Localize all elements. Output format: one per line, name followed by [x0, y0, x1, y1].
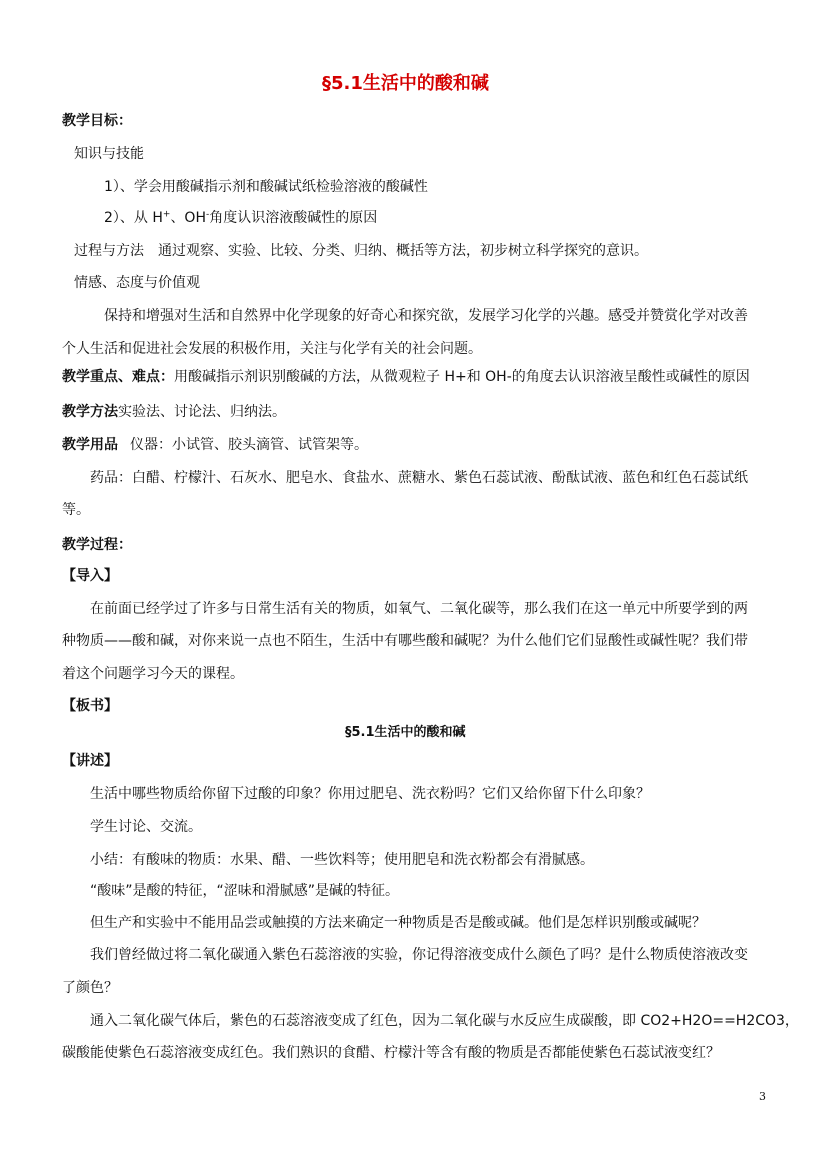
- lecture-line-8: 通入二氧化碳气体后，紫色的石蕊溶液变成了红色，因为二氧化碳与水反应生成碳酸，即 CO2+H2O==H2CO3，: [90, 1013, 799, 1029]
- page-title: §5.1生活中的酸和碱: [322, 73, 489, 94]
- k2-suffix: 角度认识溶液酸碱性的原因: [209, 210, 378, 226]
- key-points-label: 教学重点、难点：: [62, 369, 174, 385]
- k2-sup-plus: +: [162, 209, 171, 220]
- supplies-line: [62, 436, 368, 454]
- knowledge-item-2: [104, 209, 377, 227]
- process-heading: 教学过程：: [62, 537, 132, 553]
- drugs-line-2: 等。: [62, 502, 90, 518]
- supplies-text: 仪器：小试管、胶头滴管、试管架等。: [130, 437, 368, 453]
- knowledge-item-1: 1）、学会用酸碱指示剂和酸碱试纸检验溶液的酸碱性: [104, 179, 428, 195]
- key-points-text: 用酸碱指示剂识别酸碱的方法，从微观粒子 H+和 OH-的角度去认识溶液呈酸性或碱性的原因: [174, 369, 750, 385]
- lecture-line-4: “酸味”是酸的特征，“涩味和滑腻感”是碱的特征。: [90, 883, 400, 899]
- supplies-label: 教学用品: [62, 437, 118, 453]
- key-points-line: [62, 368, 750, 386]
- method-text: 实验法、讨论法、归纳法。: [118, 404, 286, 420]
- lecture-line-3: 小结：有酸味的物质：水果、醋、一些饮料等；使用肥皂和洗衣粉都会有滑腻感。: [90, 852, 594, 868]
- lecture-line-5: 但生产和实验中不能用品尝或触摸的方法来确定一种物质是否是酸或碱。他们是怎样识别酸或碱呢？: [90, 915, 706, 931]
- lecture-line-6: 我们曾经做过将二氧化碳通入紫色石蕊溶液的实验，你记得溶液变成什么颜色了吗？是什么物质使溶液改变: [90, 947, 748, 963]
- process-text: 通过观察、实验、比较、分类、归纳、概括等方法，初步树立科学探究的意识。: [158, 243, 648, 259]
- process-label: 过程与方法: [74, 243, 144, 259]
- intro-heading: 【导入】: [62, 568, 118, 584]
- lecture-line-2: 学生讨论、交流。: [90, 819, 202, 835]
- k2-prefix: 2）、从 H: [104, 210, 163, 226]
- method-line: [62, 403, 286, 421]
- board-title: §5.1生活中的酸和碱: [345, 725, 466, 740]
- lecture-line-7: 了颜色？: [62, 980, 118, 996]
- intro-line-1: 在前面已经学过了许多与日常生活有关的物质，如氧气、二氧化碳等，那么我们在这一单元中所要学到的两: [90, 601, 748, 617]
- emotion-text-2: 个人生活和促进社会发展的积极作用，关注与化学有关的社会问题。: [62, 341, 482, 357]
- emotion-text-1: 保持和增强对生活和自然界中化学现象的好奇心和探究欲，发展学习化学的兴趣。感受并赞赏化学对改善: [104, 308, 748, 324]
- intro-line-2: 种物质——酸和碱，对你来说一点也不陌生，生活中有哪些酸和碱呢？为什么他们它们显酸性或碱性呢？我们带: [62, 633, 748, 649]
- lecture-line-9: 碳酸能使紫色石蕊溶液变成红色。我们熟识的食醋、柠檬汁等含有酸的物质是否都能使紫色石蕊试液变红？: [62, 1045, 720, 1061]
- lecture-line-1: 生活中哪些物质给你留下过酸的印象？你用过肥皂、洗衣粉吗？它们又给你留下什么印象？: [90, 786, 650, 802]
- knowledge-heading: 知识与技能: [74, 146, 144, 162]
- board-heading: 【板书】: [62, 698, 118, 714]
- k2-sup-minus: -: [205, 209, 210, 220]
- lecture-heading: 【讲述】: [62, 753, 118, 769]
- process-method-line: [74, 242, 648, 260]
- goals-heading: 教学目标：: [62, 113, 132, 129]
- emotion-heading: 情感、态度与价值观: [74, 275, 200, 291]
- drugs-line-1: 药品：白醋、柠檬汁、石灰水、肥皂水、食盐水、蔗糖水、紫色石蕊试液、酚酞试液、蓝色和红色石蕊试纸: [90, 470, 748, 486]
- method-label: 教学方法: [62, 404, 118, 420]
- page-number: 3: [759, 1090, 766, 1103]
- k2-mid: 、OH: [170, 210, 206, 226]
- intro-line-3: 着这个问题学习今天的课程。: [62, 666, 244, 682]
